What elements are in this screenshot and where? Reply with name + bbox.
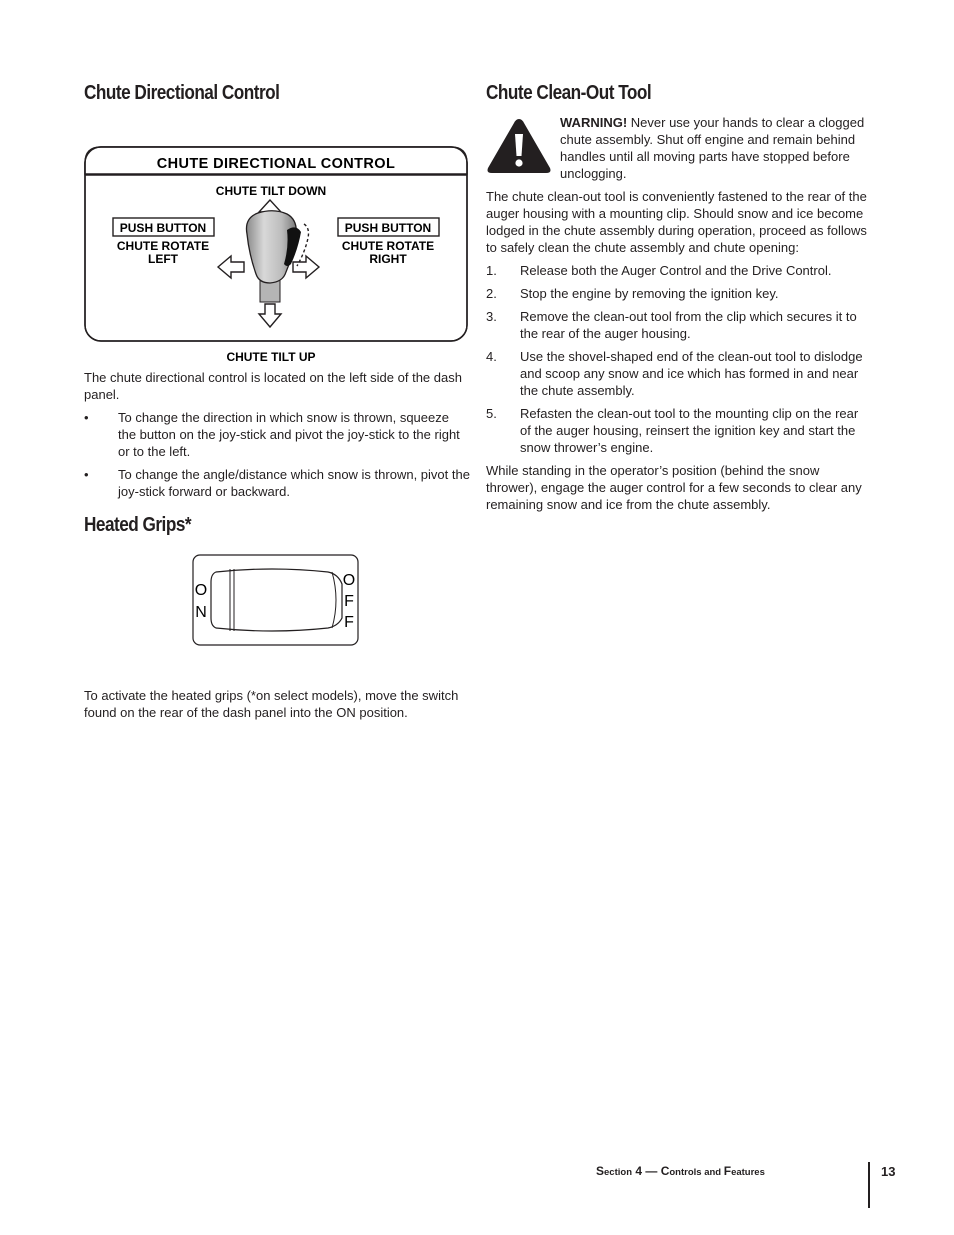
rotate-left-label-1: CHUTE ROTATE bbox=[116, 239, 210, 253]
warning-triangle-icon bbox=[486, 116, 552, 176]
clean-out-intro: The chute clean-out tool is conveniently fastened to the rear of the auger housing with a mounting clip. Should snow and ice become lodged in the chute assembly during operation, proceed as follows to safely clean the chute assembly and chute opening: bbox=[486, 189, 867, 255]
step-number: 1. bbox=[486, 263, 497, 278]
footer-text: eatures bbox=[731, 1167, 765, 1178]
step-text: Release both the Auger Control and the Drive Control. bbox=[520, 263, 832, 278]
chute-control-intro: The chute directional control is located on the left side of the dash panel. bbox=[84, 370, 462, 402]
step-text: Remove the clean-out tool from the clip which secures it to the rear of the auger housing. bbox=[520, 309, 857, 341]
heading-chute-clean-out-tool: Chute Clean-Out Tool bbox=[486, 82, 652, 104]
list-item bbox=[84, 409, 470, 460]
step-text: Use the shovel-shaped end of the clean-out tool to dislodge and scoop any snow and ice which has formed in and near the chute assembly. bbox=[520, 349, 863, 398]
heading-heated-grips: Heated Grips* bbox=[84, 514, 192, 536]
footer-text: S bbox=[596, 1164, 605, 1178]
warning-block bbox=[486, 114, 870, 182]
footer-text: ontrols and bbox=[669, 1167, 724, 1178]
rotate-right-label-1: CHUTE ROTATE bbox=[341, 239, 435, 253]
bullet: • bbox=[84, 467, 89, 482]
list-item bbox=[486, 348, 870, 399]
switch-on-letter: N bbox=[195, 604, 207, 621]
clean-out-closing: While standing in the operator’s position (behind the snow thrower), engage the auger control for a few seconds to clear any remaining snow and ice from the chute assembly. bbox=[486, 463, 862, 512]
footer-text: ection bbox=[604, 1167, 632, 1178]
clean-out-steps bbox=[486, 262, 870, 456]
chute-control-bullets bbox=[84, 409, 470, 500]
push-button-right-label: PUSH BUTTON bbox=[344, 221, 432, 235]
rotate-right-label-2: RIGHT bbox=[369, 252, 407, 266]
switch-off-letter: F bbox=[344, 593, 354, 610]
step-number: 5. bbox=[486, 406, 497, 421]
heated-grips-switch-figure bbox=[192, 554, 360, 648]
list-item bbox=[486, 285, 870, 302]
step-number: 4. bbox=[486, 349, 497, 364]
list-item bbox=[486, 262, 870, 279]
warning-body: Never use your hands to clear a clogged chute assembly. Shut off engine and remain behind handles until all moving parts have stopped before unclogging. bbox=[560, 115, 865, 181]
tilt-up-label: CHUTE TILT UP bbox=[226, 350, 316, 364]
bullet-text: To change the direction in which snow is thrown, squeeze the button on the joy-stick and pivot the joy-stick to the right or to the left. bbox=[118, 410, 460, 459]
rotate-left-label-2: LEFT bbox=[148, 252, 178, 266]
list-item bbox=[486, 308, 870, 342]
footer-divider bbox=[868, 1162, 870, 1208]
tilt-down-label: CHUTE TILT DOWN bbox=[215, 184, 327, 198]
chute-directional-control-figure bbox=[84, 114, 468, 364]
step-text: Refasten the clean-out tool to the mounting clip on the rear of the auger housing, reinsert the ignition key and start the snow thrower’s engine. bbox=[520, 406, 859, 455]
step-text: Stop the engine by removing the ignition key. bbox=[520, 286, 779, 301]
figure-title: CHUTE DIRECTIONAL CONTROL bbox=[156, 156, 396, 172]
footer-text: C bbox=[660, 1164, 670, 1178]
push-button-left-label: PUSH BUTTON bbox=[119, 221, 207, 235]
warning-text bbox=[560, 114, 870, 182]
switch-off-letter: F bbox=[344, 614, 354, 631]
switch-off-letter: O bbox=[342, 572, 356, 589]
switch-on-letter: O bbox=[194, 582, 208, 599]
footer-text: 4 — bbox=[632, 1164, 661, 1178]
page-number: 13 bbox=[881, 1164, 896, 1179]
right-column bbox=[486, 80, 870, 519]
warning-label: WARNING! bbox=[560, 115, 628, 130]
bullet: • bbox=[84, 410, 89, 425]
heated-grips-text: To activate the heated grips (*on select models), move the switch found on the rear of the dash panel into the ON position. bbox=[84, 688, 459, 720]
left-column bbox=[84, 80, 470, 727]
list-item bbox=[486, 405, 870, 456]
step-number: 3. bbox=[486, 309, 497, 324]
bullet-text: To change the angle/distance which snow is thrown, pivot the joy-stick forward or backward. bbox=[118, 467, 470, 499]
heading-chute-directional-control: Chute Directional Control bbox=[84, 82, 280, 104]
list-item bbox=[84, 466, 470, 500]
footer-section-title bbox=[596, 1164, 765, 1178]
step-number: 2. bbox=[486, 286, 497, 301]
footer-text: F bbox=[723, 1164, 732, 1178]
